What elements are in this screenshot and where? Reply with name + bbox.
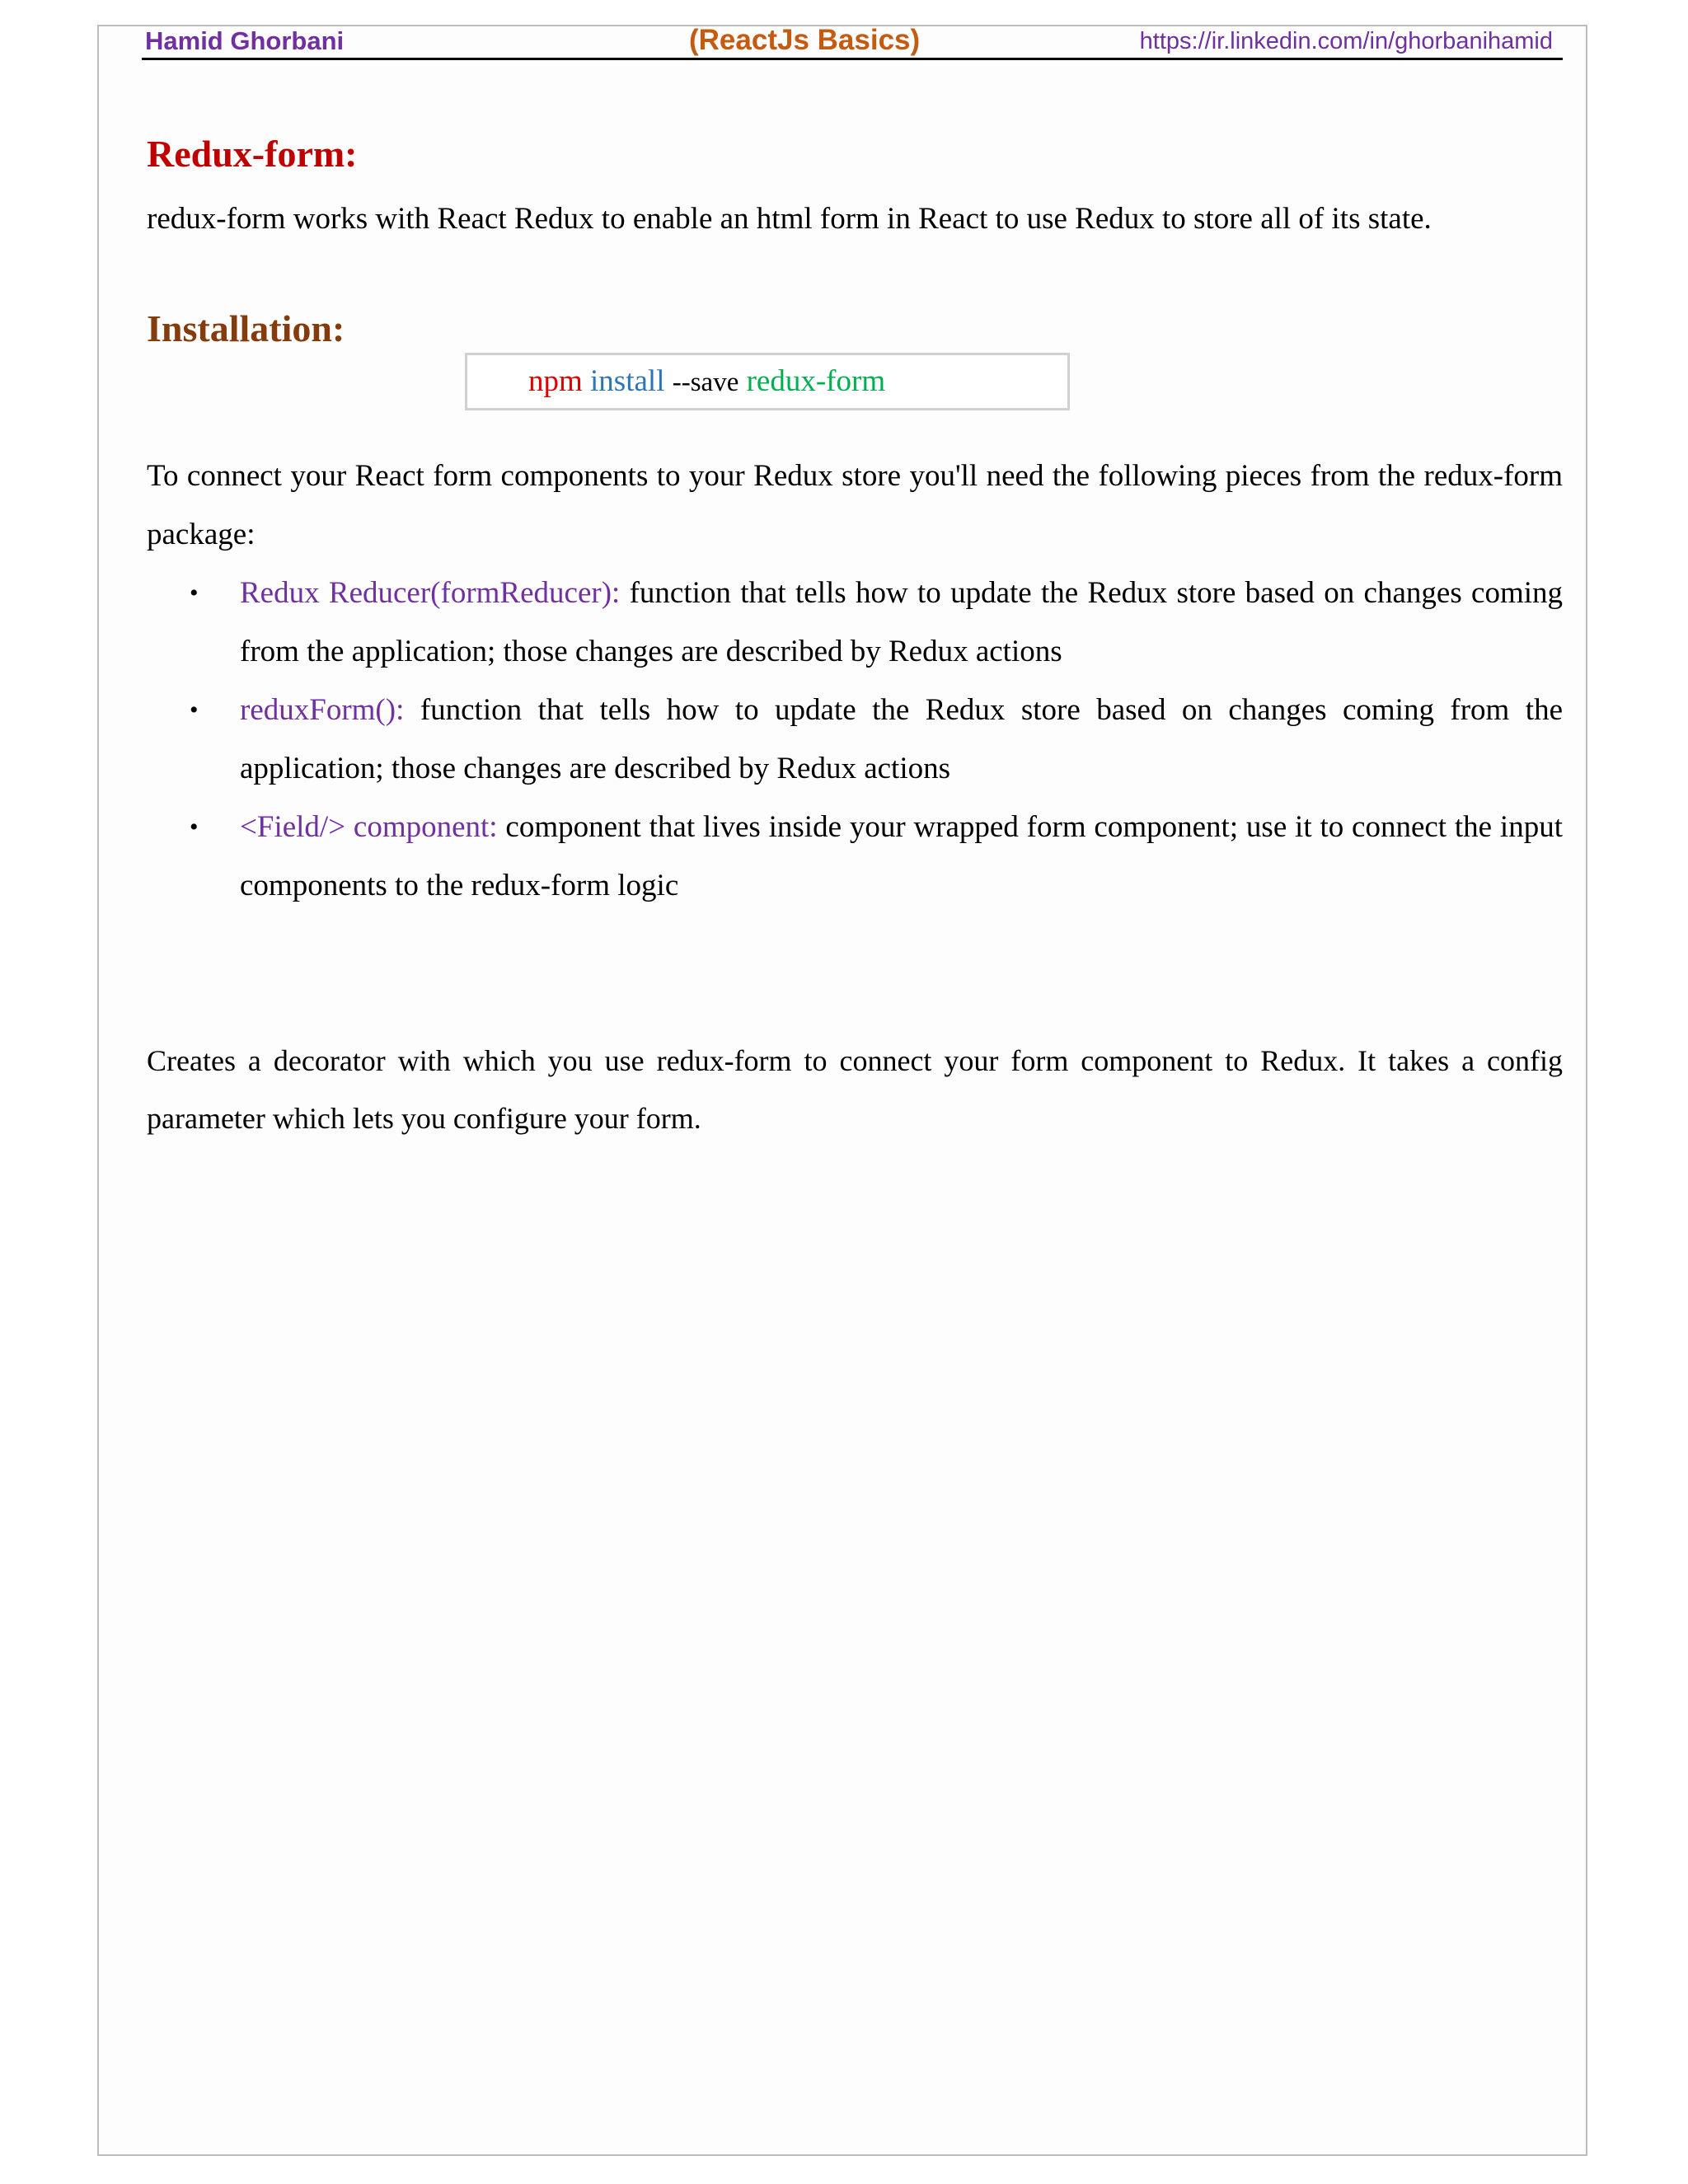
page-header xyxy=(142,26,1563,60)
bullet-icon: • xyxy=(190,696,199,724)
list-item xyxy=(147,564,1563,681)
cmd-package: redux-form xyxy=(746,364,886,398)
piece-description: function that tells how to update the Redux store based on changes coming from the application; those changes are described by Redux actions xyxy=(240,693,1563,785)
header-author: Hamid Ghorbani xyxy=(145,26,345,55)
installation-heading: Installation: xyxy=(147,307,345,349)
header-linkedin-link[interactable]: https://ir.linkedin.com/in/ghorbanihamid xyxy=(1139,28,1553,54)
list-item xyxy=(147,681,1563,798)
bullet-icon: • xyxy=(190,813,199,841)
install-command-box xyxy=(465,353,1070,410)
connect-paragraph: To connect your React form components to your Redux store you'll need the following pieces from the redux-form package: xyxy=(147,459,1563,551)
redux-form-intro: redux-form works with React Redux to enable an html form in React to use Redux to store all of its state. xyxy=(147,202,1432,236)
redux-form-heading: Redux-form: xyxy=(147,133,358,175)
piece-term: <Field/> component: xyxy=(240,810,498,844)
header-title: (ReactJs Basics) xyxy=(689,24,921,56)
piece-description: function that tells how to update the Redux store based on changes coming from the application; those changes are described by Redux actions xyxy=(240,576,1564,668)
cmd-npm: npm xyxy=(528,364,583,398)
piece-term: reduxForm(): xyxy=(240,693,405,727)
document-page xyxy=(97,25,1587,2156)
pieces-list xyxy=(147,564,1563,915)
piece-term: Redux Reducer(formReducer): xyxy=(240,576,621,610)
piece-description: component that lives inside your wrapped form component; use it to connect the input components to the redux-form logic xyxy=(240,810,1563,902)
list-item xyxy=(147,798,1563,915)
cmd-install: install xyxy=(590,364,665,398)
decorator-paragraph: Creates a decorator with which you use redux-form to connect your form component to Redux. It takes a config parameter which lets you configure your form. xyxy=(147,1044,1563,1135)
bullet-icon: • xyxy=(190,579,199,607)
cmd-save-flag: --save xyxy=(672,368,739,397)
